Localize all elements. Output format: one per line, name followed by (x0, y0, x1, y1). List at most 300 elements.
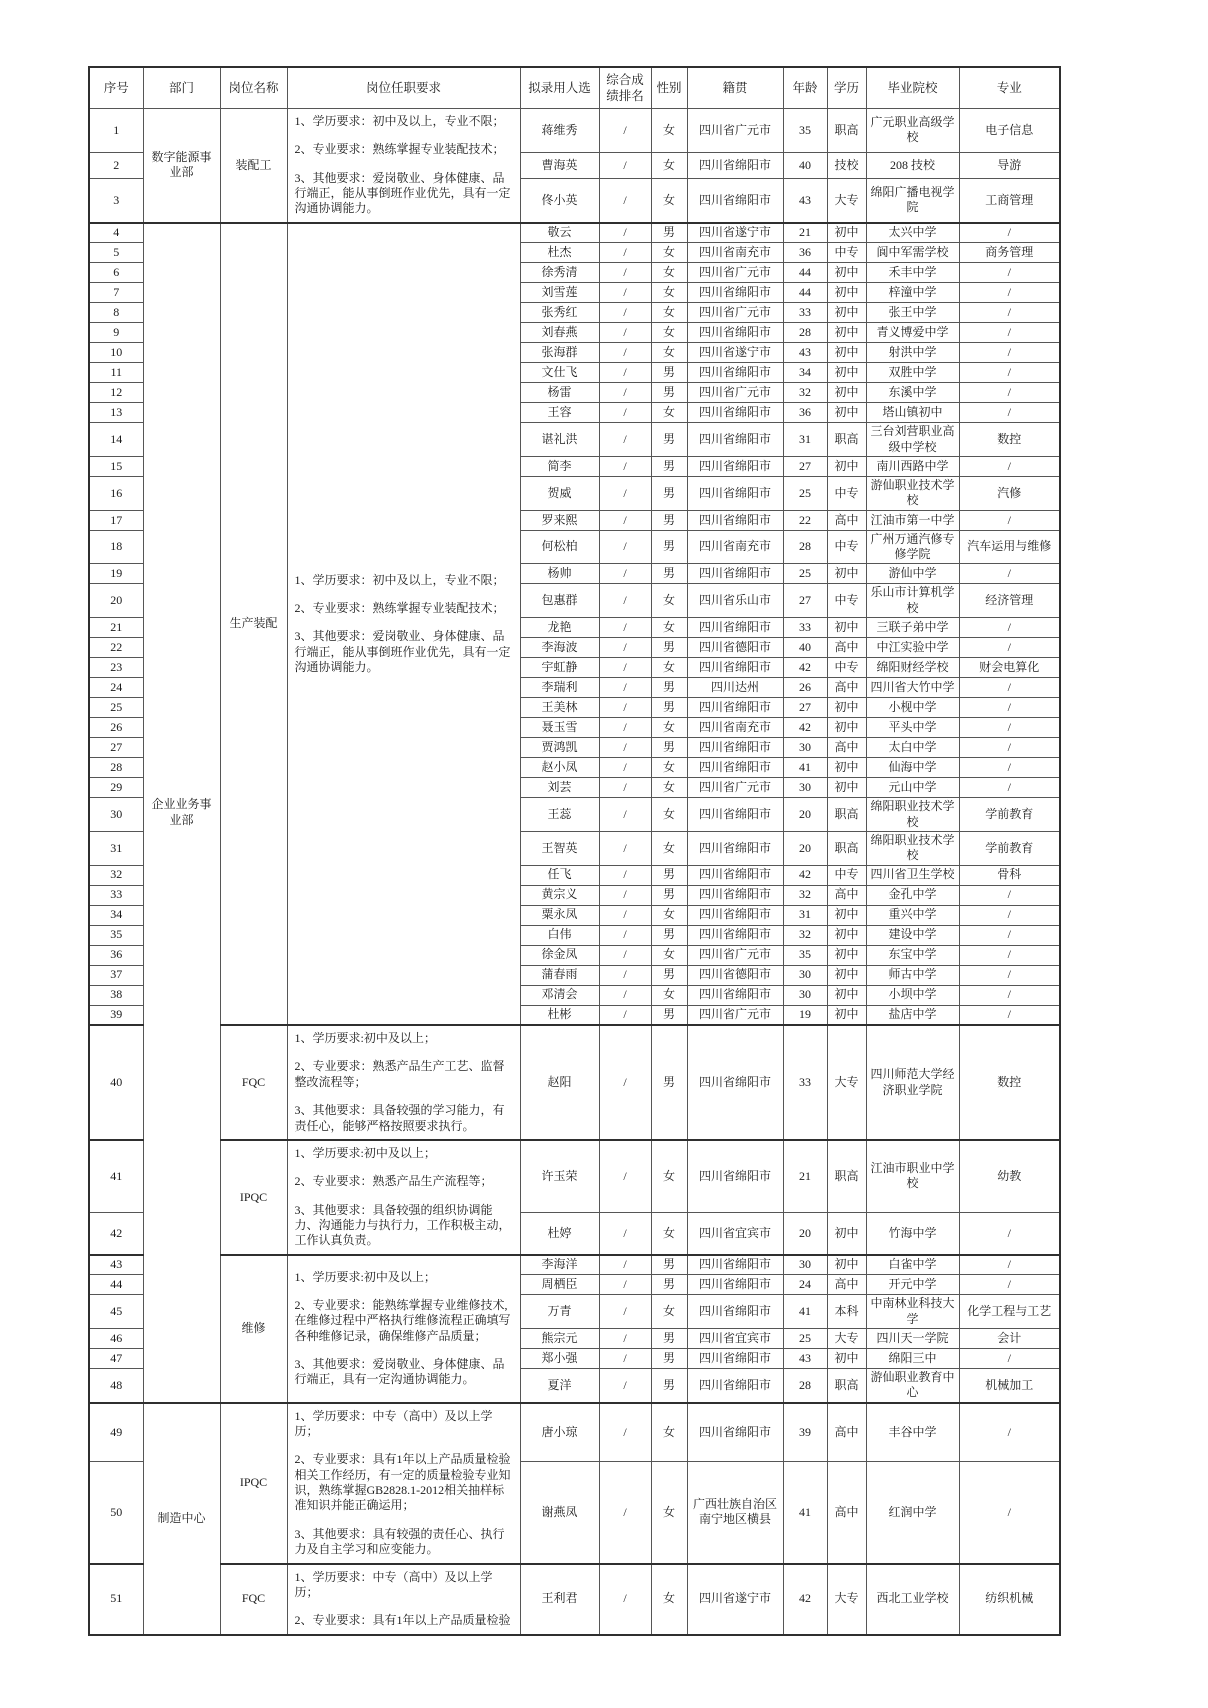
cell-gender: 女 (651, 905, 687, 925)
cell-age: 40 (783, 152, 827, 178)
cell-gender: 男 (651, 477, 687, 511)
cell-education: 职高 (827, 423, 866, 457)
table-row (89, 109, 1060, 153)
cell-candidate-name: 杜婷 (520, 1212, 599, 1254)
cell-major: 数控 (959, 423, 1060, 457)
cell-education: 高中 (827, 738, 866, 758)
cell-major: 导游 (959, 152, 1060, 178)
cell-age: 21 (783, 1140, 827, 1212)
cell-no: 36 (89, 945, 143, 965)
cell-education: 初中 (827, 457, 866, 477)
cell-no: 26 (89, 718, 143, 738)
cell-gender: 男 (651, 1255, 687, 1275)
cell-score-rank: / (599, 965, 651, 985)
cell-age: 32 (783, 885, 827, 905)
cell-gender: 女 (651, 178, 687, 223)
cell-no: 30 (89, 798, 143, 832)
cell-age: 25 (783, 564, 827, 584)
cell-school: 绵阳广播电视学院 (866, 178, 959, 223)
cell-score-rank: / (599, 658, 651, 678)
cell-gender: 男 (651, 865, 687, 885)
cell-no: 33 (89, 885, 143, 905)
cell-age: 43 (783, 1348, 827, 1368)
requirement-item: 1、学历要求:初中及以上； (294, 1269, 436, 1284)
cell-candidate-name: 熊宗元 (520, 1328, 599, 1348)
cell-score-rank: / (599, 243, 651, 263)
cell-no: 41 (89, 1140, 143, 1212)
cell-age: 27 (783, 457, 827, 477)
cell-major: / (959, 698, 1060, 718)
cell-gender: 女 (651, 343, 687, 363)
cell-age: 40 (783, 638, 827, 658)
cell-gender: 女 (651, 1140, 687, 1212)
cell-education: 初中 (827, 925, 866, 945)
column-header-no: 序号 (89, 67, 143, 109)
table-row (89, 1403, 1060, 1462)
cell-score-rank: / (599, 1025, 651, 1140)
cell-candidate-name: 王蕊 (520, 798, 599, 832)
requirement-item: 2、专业要求：具有1年以上产品质量检验相关工作经历，有一定的质量检验专业知识，熟练掌握GB2828.1-2012相关抽样标准知识并能正确运用； (294, 1452, 511, 1513)
cell-native-place: 四川省绵阳市 (687, 283, 783, 303)
cell-major: / (959, 678, 1060, 698)
cell-school: 绵阳职业技术学校 (866, 831, 959, 865)
cell-no: 44 (89, 1275, 143, 1295)
cell-no: 27 (89, 738, 143, 758)
cell-major: / (959, 738, 1060, 758)
cell-major: / (959, 1212, 1060, 1254)
cell-native-place: 四川省绵阳市 (687, 905, 783, 925)
cell-native-place: 四川省绵阳市 (687, 985, 783, 1005)
cell-age: 35 (783, 109, 827, 153)
cell-score-rank: / (599, 223, 651, 243)
cell-major: / (959, 223, 1060, 243)
cell-requirements (287, 109, 520, 223)
cell-education: 大专 (827, 178, 866, 223)
cell-gender: 女 (651, 1564, 687, 1635)
cell-native-place: 四川省遂宁市 (687, 1564, 783, 1635)
cell-age: 43 (783, 178, 827, 223)
cell-major: 经济管理 (959, 584, 1060, 618)
cell-major: 机械加工 (959, 1368, 1060, 1402)
cell-school: 广州万通汽修专修学院 (866, 530, 959, 564)
cell-major: / (959, 343, 1060, 363)
column-header-dept: 部门 (143, 67, 220, 109)
cell-major: / (959, 1005, 1060, 1025)
cell-school: 中江实验中学 (866, 638, 959, 658)
requirement-item: 1、学历要求:初中及以上； (294, 1145, 436, 1160)
cell-school: 小枧中学 (866, 698, 959, 718)
cell-major: 电子信息 (959, 109, 1060, 153)
cell-score-rank: / (599, 303, 651, 323)
cell-major: 幼教 (959, 1140, 1060, 1212)
cell-no: 28 (89, 758, 143, 778)
cell-education: 初中 (827, 778, 866, 798)
cell-education: 中专 (827, 243, 866, 263)
cell-score-rank: / (599, 618, 651, 638)
cell-native-place: 四川省宜宾市 (687, 1328, 783, 1348)
cell-score-rank: / (599, 1275, 651, 1295)
cell-school: 红润中学 (866, 1462, 959, 1564)
cell-education: 大专 (827, 1025, 866, 1140)
cell-candidate-name: 杜彬 (520, 1005, 599, 1025)
cell-no: 29 (89, 778, 143, 798)
cell-education: 职高 (827, 1140, 866, 1212)
cell-candidate-name: 杨帅 (520, 564, 599, 584)
cell-score-rank: / (599, 1005, 651, 1025)
cell-native-place: 四川省绵阳市 (687, 738, 783, 758)
cell-education: 高中 (827, 510, 866, 530)
cell-candidate-name: 郑小强 (520, 1348, 599, 1368)
cell-score-rank: / (599, 1295, 651, 1329)
cell-education: 中专 (827, 477, 866, 511)
cell-score-rank: / (599, 678, 651, 698)
cell-score-rank: / (599, 178, 651, 223)
cell-school: 仙海中学 (866, 758, 959, 778)
cell-score-rank: / (599, 530, 651, 564)
cell-candidate-name: 谌礼洪 (520, 423, 599, 457)
cell-candidate-name: 张秀红 (520, 303, 599, 323)
cell-education: 职高 (827, 1368, 866, 1402)
cell-no: 10 (89, 343, 143, 363)
cell-no: 1 (89, 109, 143, 153)
cell-major: / (959, 383, 1060, 403)
cell-no: 40 (89, 1025, 143, 1140)
cell-school: 平头中学 (866, 718, 959, 738)
cell-gender: 女 (651, 1295, 687, 1329)
cell-no: 16 (89, 477, 143, 511)
cell-position: 装配工 (220, 109, 287, 223)
cell-no: 47 (89, 1348, 143, 1368)
cell-education: 初中 (827, 985, 866, 1005)
cell-gender: 男 (651, 1005, 687, 1025)
cell-candidate-name: 白伟 (520, 925, 599, 945)
cell-native-place: 四川省绵阳市 (687, 1348, 783, 1368)
cell-major: / (959, 638, 1060, 658)
cell-education: 大专 (827, 1564, 866, 1635)
cell-age: 27 (783, 584, 827, 618)
requirement-item: 1、学历要求：中专（高中）及以上学历； (294, 1408, 493, 1438)
cell-requirements (287, 1140, 520, 1255)
cell-no: 3 (89, 178, 143, 223)
cell-native-place: 四川省宜宾市 (687, 1212, 783, 1254)
cell-score-rank: / (599, 831, 651, 865)
cell-school: 四川师范大学经济职业学院 (866, 1025, 959, 1140)
cell-major: / (959, 758, 1060, 778)
cell-education: 初中 (827, 945, 866, 965)
cell-school: 广元职业高级学校 (866, 109, 959, 153)
cell-school: 建设中学 (866, 925, 959, 945)
cell-no: 31 (89, 831, 143, 865)
cell-no: 50 (89, 1462, 143, 1564)
cell-no: 24 (89, 678, 143, 698)
cell-major: 财会电算化 (959, 658, 1060, 678)
cell-position: 生产装配 (220, 223, 287, 1025)
cell-score-rank: / (599, 423, 651, 457)
cell-major: / (959, 965, 1060, 985)
cell-candidate-name: 敬云 (520, 223, 599, 243)
cell-no: 8 (89, 303, 143, 323)
cell-no: 21 (89, 618, 143, 638)
cell-age: 34 (783, 363, 827, 383)
cell-school: 塔山镇初中 (866, 403, 959, 423)
cell-no: 51 (89, 1564, 143, 1635)
column-header-origin: 籍贯 (687, 67, 783, 109)
cell-age: 28 (783, 323, 827, 343)
cell-education: 初中 (827, 698, 866, 718)
cell-candidate-name: 曹海英 (520, 152, 599, 178)
cell-candidate-name: 万青 (520, 1295, 599, 1329)
cell-candidate-name: 聂玉雪 (520, 718, 599, 738)
cell-requirements (287, 1025, 520, 1140)
cell-age: 26 (783, 678, 827, 698)
cell-major: 汽车运用与维修 (959, 530, 1060, 564)
cell-major: / (959, 1348, 1060, 1368)
requirement-item: 2、专业要求：熟练掌握专业装配技术； (294, 600, 505, 615)
cell-school: 中南林业科技大学 (866, 1295, 959, 1329)
table-row (89, 1255, 1060, 1275)
cell-major: 工商管理 (959, 178, 1060, 223)
cell-school: 开元中学 (866, 1275, 959, 1295)
cell-school: 游仙职业技术学校 (866, 477, 959, 511)
cell-major: / (959, 885, 1060, 905)
cell-native-place: 四川省绵阳市 (687, 510, 783, 530)
cell-candidate-name: 邓清会 (520, 985, 599, 1005)
cell-education: 中专 (827, 530, 866, 564)
cell-native-place: 四川省遂宁市 (687, 223, 783, 243)
cell-no: 15 (89, 457, 143, 477)
cell-age: 25 (783, 477, 827, 511)
cell-no: 14 (89, 423, 143, 457)
cell-school: 南川西路中学 (866, 457, 959, 477)
cell-gender: 女 (651, 584, 687, 618)
cell-age: 42 (783, 718, 827, 738)
cell-requirements (287, 223, 520, 1025)
cell-major: / (959, 778, 1060, 798)
cell-school: 太白中学 (866, 738, 959, 758)
cell-position: 维修 (220, 1255, 287, 1403)
cell-age: 28 (783, 1368, 827, 1402)
cell-gender: 女 (651, 718, 687, 738)
cell-native-place: 四川省绵阳市 (687, 564, 783, 584)
cell-score-rank: / (599, 383, 651, 403)
cell-major: / (959, 1255, 1060, 1275)
cell-native-place: 四川省广元市 (687, 945, 783, 965)
cell-age: 30 (783, 778, 827, 798)
cell-age: 30 (783, 738, 827, 758)
cell-gender: 女 (651, 1212, 687, 1254)
cell-no: 6 (89, 263, 143, 283)
cell-major: / (959, 323, 1060, 343)
cell-major: / (959, 363, 1060, 383)
cell-score-rank: / (599, 698, 651, 718)
cell-no: 32 (89, 865, 143, 885)
cell-major: / (959, 618, 1060, 638)
cell-native-place: 广西壮族自治区南宁地区横县 (687, 1462, 783, 1564)
cell-score-rank: / (599, 1403, 651, 1462)
cell-gender: 女 (651, 243, 687, 263)
cell-education: 高中 (827, 1403, 866, 1462)
requirement-item: 3、其他要求：爱岗敬业、身体健康、品行端正，具有一定沟通协调能力。 (294, 1357, 505, 1387)
cell-age: 33 (783, 618, 827, 638)
cell-major: 学前教育 (959, 798, 1060, 832)
cell-native-place: 四川省绵阳市 (687, 423, 783, 457)
cell-department: 数字能源事业部 (143, 109, 220, 223)
cell-school: 射洪中学 (866, 343, 959, 363)
cell-score-rank: / (599, 1140, 651, 1212)
cell-candidate-name: 杜杰 (520, 243, 599, 263)
cell-gender: 女 (651, 618, 687, 638)
cell-candidate-name: 贺威 (520, 477, 599, 511)
cell-no: 20 (89, 584, 143, 618)
cell-score-rank: / (599, 778, 651, 798)
cell-score-rank: / (599, 1212, 651, 1254)
column-header-school: 毕业院校 (866, 67, 959, 109)
cell-score-rank: / (599, 564, 651, 584)
cell-candidate-name: 李瑞利 (520, 678, 599, 698)
cell-education: 本科 (827, 1295, 866, 1329)
cell-age: 44 (783, 263, 827, 283)
cell-education: 中专 (827, 865, 866, 885)
cell-native-place: 四川省绵阳市 (687, 477, 783, 511)
cell-major: / (959, 510, 1060, 530)
cell-education: 初中 (827, 758, 866, 778)
cell-native-place: 四川省广元市 (687, 109, 783, 153)
requirement-item: 2、专业要求：熟悉产品生产工艺、监督整改流程等； (294, 1059, 505, 1089)
cell-education: 职高 (827, 109, 866, 153)
cell-age: 42 (783, 865, 827, 885)
cell-department: 制造中心 (143, 1403, 220, 1635)
cell-native-place: 四川省绵阳市 (687, 885, 783, 905)
cell-age: 35 (783, 945, 827, 965)
cell-major: / (959, 564, 1060, 584)
column-header-score: 综合成绩排名 (599, 67, 651, 109)
cell-education: 技校 (827, 152, 866, 178)
cell-score-rank: / (599, 403, 651, 423)
cell-native-place: 四川省绵阳市 (687, 1255, 783, 1275)
cell-major: 商务管理 (959, 243, 1060, 263)
cell-school: 青义博爱中学 (866, 323, 959, 343)
cell-gender: 女 (651, 945, 687, 965)
cell-score-rank: / (599, 283, 651, 303)
cell-native-place: 四川省绵阳市 (687, 1403, 783, 1462)
requirement-item: 1、学历要求:初中及以上； (294, 1031, 436, 1046)
cell-education: 高中 (827, 678, 866, 698)
cell-age: 36 (783, 243, 827, 263)
cell-school: 重兴中学 (866, 905, 959, 925)
cell-score-rank: / (599, 1462, 651, 1564)
cell-score-rank: / (599, 1564, 651, 1635)
cell-school: 东溪中学 (866, 383, 959, 403)
cell-no: 2 (89, 152, 143, 178)
cell-gender: 女 (651, 658, 687, 678)
cell-no: 11 (89, 363, 143, 383)
cell-native-place: 四川省广元市 (687, 1005, 783, 1025)
cell-gender: 男 (651, 698, 687, 718)
cell-candidate-name: 唐小琼 (520, 1403, 599, 1462)
cell-education: 初中 (827, 1005, 866, 1025)
cell-native-place: 四川省绵阳市 (687, 1295, 783, 1329)
cell-gender: 女 (651, 403, 687, 423)
cell-school: 太兴中学 (866, 223, 959, 243)
cell-no: 42 (89, 1212, 143, 1254)
cell-major: / (959, 1462, 1060, 1564)
cell-age: 44 (783, 283, 827, 303)
cell-candidate-name: 王容 (520, 403, 599, 423)
cell-score-rank: / (599, 477, 651, 511)
requirement-item: 2、专业要求：具有1年以上产品质量检验 (294, 1613, 511, 1628)
cell-no: 34 (89, 905, 143, 925)
cell-no: 43 (89, 1255, 143, 1275)
cell-education: 初中 (827, 965, 866, 985)
cell-school: 四川省卫生学校 (866, 865, 959, 885)
cell-native-place: 四川省绵阳市 (687, 152, 783, 178)
cell-school: 绵阳职业技术学校 (866, 798, 959, 832)
requirement-item: 3、其他要求：爱岗敬业、身体健康、品行端正，能从事倒班作业优先，具有一定沟通协调能力。 (294, 629, 511, 674)
cell-native-place: 四川省德阳市 (687, 638, 783, 658)
cell-candidate-name: 蒋维秀 (520, 109, 599, 153)
cell-native-place: 四川省绵阳市 (687, 1368, 783, 1402)
cell-gender: 女 (651, 985, 687, 1005)
header-row (89, 67, 1060, 109)
cell-no: 5 (89, 243, 143, 263)
cell-native-place: 四川省绵阳市 (687, 798, 783, 832)
cell-candidate-name: 许玉荣 (520, 1140, 599, 1212)
cell-score-rank: / (599, 1255, 651, 1275)
cell-score-rank: / (599, 638, 651, 658)
cell-school: 绵阳三中 (866, 1348, 959, 1368)
cell-age: 33 (783, 1025, 827, 1140)
cell-school: 三联子弟中学 (866, 618, 959, 638)
requirement-item: 2、专业要求：熟悉产品生产流程等； (294, 1174, 493, 1189)
cell-school: 四川天一学院 (866, 1328, 959, 1348)
cell-no: 22 (89, 638, 143, 658)
cell-major: 数控 (959, 1025, 1060, 1140)
cell-score-rank: / (599, 1348, 651, 1368)
cell-education: 初中 (827, 564, 866, 584)
cell-no: 49 (89, 1403, 143, 1462)
cell-school: 三台刘营职业高级中学校 (866, 423, 959, 457)
cell-native-place: 四川省广元市 (687, 778, 783, 798)
cell-school: 江油市第一中学 (866, 510, 959, 530)
cell-position: IPQC (220, 1403, 287, 1564)
cell-gender: 女 (651, 758, 687, 778)
cell-education: 高中 (827, 1275, 866, 1295)
cell-requirements (287, 1564, 520, 1635)
cell-no: 23 (89, 658, 143, 678)
cell-candidate-name: 李海波 (520, 638, 599, 658)
cell-age: 31 (783, 423, 827, 457)
cell-score-rank: / (599, 1328, 651, 1348)
column-header-major: 专业 (959, 67, 1060, 109)
cell-education: 初中 (827, 383, 866, 403)
column-header-gender: 性别 (651, 67, 687, 109)
cell-native-place: 四川省绵阳市 (687, 658, 783, 678)
cell-native-place: 四川省广元市 (687, 303, 783, 323)
cell-gender: 女 (651, 323, 687, 343)
cell-no: 25 (89, 698, 143, 718)
cell-major: 骨科 (959, 865, 1060, 885)
cell-native-place: 四川省绵阳市 (687, 1140, 783, 1212)
cell-school: 梓潼中学 (866, 283, 959, 303)
cell-major: / (959, 283, 1060, 303)
cell-no: 4 (89, 223, 143, 243)
cell-gender: 男 (651, 363, 687, 383)
cell-gender: 男 (651, 223, 687, 243)
cell-score-rank: / (599, 758, 651, 778)
requirement-item: 3、其他要求：具备较强的组织协调能力、沟通能力与执行力，工作积极主动，工作认真负责。 (294, 1202, 511, 1248)
cell-school: 游仙中学 (866, 564, 959, 584)
table-header (89, 67, 1060, 109)
